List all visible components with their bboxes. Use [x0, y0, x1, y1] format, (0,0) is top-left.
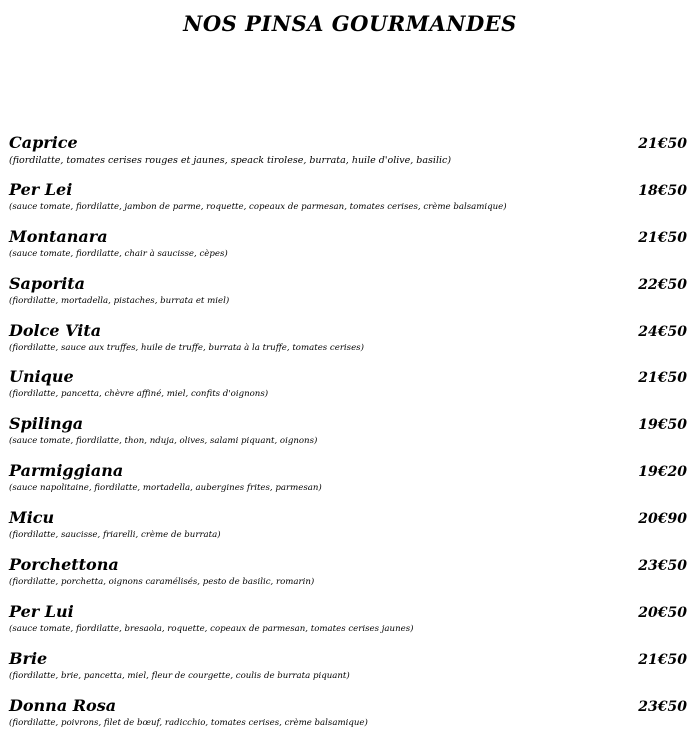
menu-item — [9, 179, 691, 226]
item-name: Brie — [9, 648, 48, 668]
item-price: 20€90 — [638, 511, 687, 528]
menu-item — [9, 366, 691, 413]
item-price: 21€50 — [638, 370, 687, 387]
item-description: (fiordilatte, poivrons, filet de bœuf, radicchio, tomates cerises, crème balsamique) — [9, 717, 368, 728]
menu-item — [9, 460, 691, 507]
item-price: 21€50 — [638, 136, 687, 152]
menu-item — [9, 413, 691, 460]
item-name: Saporita — [9, 273, 86, 293]
item-price: 18€50 — [638, 182, 687, 199]
item-price: 22€50 — [638, 276, 687, 293]
menu-item — [9, 507, 691, 554]
item-name: Per Lei — [9, 179, 73, 199]
page-title: NOS PINSA GOURMANDES — [183, 11, 517, 36]
item-description: (sauce tomate, fiordilatte, bresaola, roquette, copeaux de parmesan, tomates cerises jaunes) — [9, 623, 414, 634]
item-description: (fiordilatte, sauce aux truffes, huile de truffe, burrata à la truffe, tomates cerises) — [9, 342, 364, 353]
item-name: Unique — [9, 367, 74, 387]
item-price: 24€50 — [638, 323, 687, 340]
menu-item — [9, 601, 691, 648]
item-price: 20€50 — [638, 604, 687, 621]
item-name: Caprice — [9, 133, 78, 152]
item-name: Dolce Vita — [9, 320, 102, 340]
item-description: (sauce napolitaine, fiordilatte, mortadella, aubergines frites, parmesan) — [9, 483, 322, 494]
menu-item — [9, 648, 691, 695]
item-description: (fiordilatte, brie, pancetta, miel, fleur de courgette, coulis de burrata piquant) — [9, 670, 350, 681]
item-description: (fiordilatte, porchetta, oignons caramélisés, pesto de basilic, romarin) — [9, 577, 315, 588]
menu-item — [9, 273, 691, 320]
item-price: 21€50 — [638, 229, 687, 246]
item-description: (fiordilatte, tomates cerises rouges et jaunes, speack tirolese, burrata, huile d'olive, basilic) — [9, 155, 452, 166]
menu-item — [9, 695, 691, 742]
menu-item — [9, 226, 691, 273]
menu-item — [9, 132, 691, 179]
item-price: 19€50 — [638, 417, 687, 434]
item-description: (sauce tomate, fiordilatte, chair à saucisse, cèpes) — [9, 248, 228, 259]
item-name: Montanara — [9, 226, 108, 246]
menu-item — [9, 320, 691, 367]
item-description: (sauce tomate, fiordilatte, jambon de parme, roquette, copeaux de parmesan, tomates cerises, crème balsamique) — [9, 201, 507, 212]
item-description: (fiordilatte, pancetta, chèvre affiné, miel, confits d'oignons) — [9, 389, 269, 400]
item-name: Per Lui — [9, 601, 74, 621]
item-name: Parmiggiana — [9, 461, 124, 481]
item-description: (fiordilatte, mortadella, pistaches, burrata et miel) — [9, 295, 230, 306]
item-price: 23€50 — [638, 558, 687, 575]
item-price: 19€20 — [638, 464, 687, 481]
menu-list — [9, 132, 691, 742]
item-name: Spilinga — [9, 414, 84, 434]
item-price: 23€50 — [638, 698, 687, 715]
menu-item — [9, 554, 691, 601]
item-description: (fiordilatte, saucisse, friarelli, crème de burrata) — [9, 530, 221, 541]
item-name: Porchettona — [9, 555, 119, 575]
item-description: (sauce tomate, fiordilatte, thon, nduja, olives, salami piquant, oignons) — [9, 436, 318, 447]
item-name: Micu — [9, 508, 55, 528]
item-price: 21€50 — [638, 651, 687, 668]
item-name: Donna Rosa — [9, 695, 117, 715]
